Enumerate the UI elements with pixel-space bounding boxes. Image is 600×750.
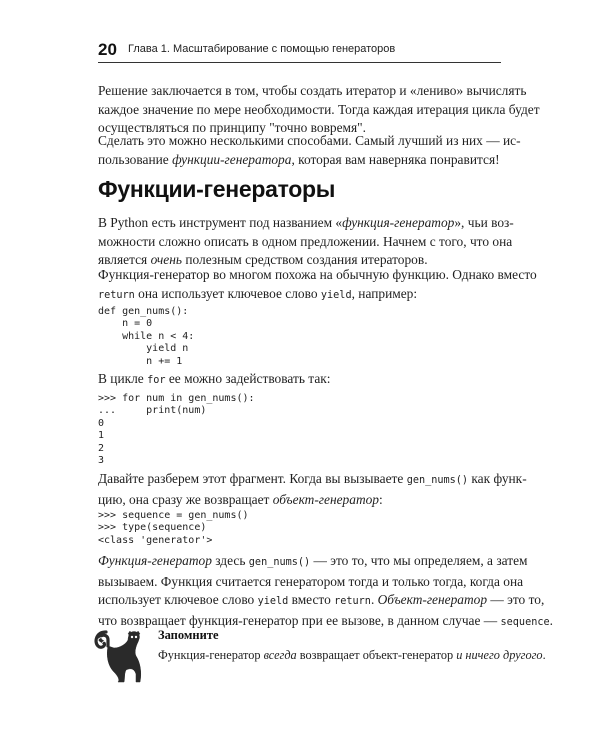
- text-line: Функция-генератор во многом похожа на обычную функцию. Однако вместо: [98, 267, 537, 282]
- text-line: В Python есть инструмент под названием «функция-генератор», чьи воз-: [98, 215, 514, 230]
- running-header: [98, 40, 501, 63]
- text-line: является очень полезным средством создания итераторов.: [98, 252, 428, 267]
- chapter-title: Глава 1. Масштабирование с помощью генераторов: [128, 43, 396, 55]
- paragraph-best-way: [98, 132, 521, 169]
- code-block-loop: >>> for num in gen_nums(): ... print(num) 0 1 2 3: [98, 393, 255, 467]
- text-line: осуществляться по принципу "точно вовремя".: [98, 120, 366, 135]
- note-title: Запомните: [158, 628, 219, 642]
- paragraph-for-loop: [98, 370, 502, 391]
- text-line: Решение заключается в том, чтобы создать итератор и «лениво» вычислять: [98, 83, 527, 98]
- text-line: Давайте разберем этот фрагмент. Когда вы вызываете gen_nums() как функ-: [98, 471, 527, 486]
- code-block-type: >>> sequence = gen_nums() >>> type(sequence) <class 'generator'>: [98, 510, 249, 546]
- paragraph-python-tool: [98, 214, 514, 270]
- text-line: вызываем. Функция считается генератором тогда и только тогда, когда она: [98, 573, 524, 589]
- section-heading: Функции-генераторы: [98, 176, 336, 202]
- paragraph-like-function: [98, 266, 537, 305]
- text-line: В цикле for ее можно задействовать так:: [98, 371, 331, 386]
- code-block-gen-nums: def gen_nums(): n = 0 while n < 4: yield n n += 1: [98, 306, 195, 367]
- paragraph-analysis: [98, 470, 527, 509]
- page-number: 20: [98, 40, 117, 59]
- text-line: что возвращает функция-генератор при ее вызове, в данном случае — sequence.: [98, 612, 553, 628]
- text-line: каждое значение по мере необходимости. Тогда каждая итерация цикла будет: [98, 101, 540, 117]
- text-line: Сделать это можно несколькими способами. Самый лучший из них — ис-: [98, 133, 521, 148]
- text-line: пользование функции-генератора, которая вам наверняка понравится!: [98, 151, 500, 167]
- text-line: можности сложно описать в одном предложении. Начнем с того, что она: [98, 233, 513, 249]
- text-line: использует ключевое слово yield вместо return. Объект-генератор — это то,: [98, 592, 545, 607]
- note-body: Функция-генератор всегда возвращает объект-генератор и ничего другого.: [158, 648, 546, 662]
- lemur-icon: [92, 622, 146, 684]
- paragraph-lazy-iterator: [98, 82, 540, 138]
- text-line: цию, она сразу же возвращает объект-генератор:: [98, 491, 383, 507]
- text-line: return она использует ключевое слово yield, например:: [98, 285, 418, 301]
- text-line: Функция-генератор здесь gen_nums() — это то, что мы определяем, а затем: [98, 553, 528, 568]
- paragraph-definition: [98, 552, 553, 632]
